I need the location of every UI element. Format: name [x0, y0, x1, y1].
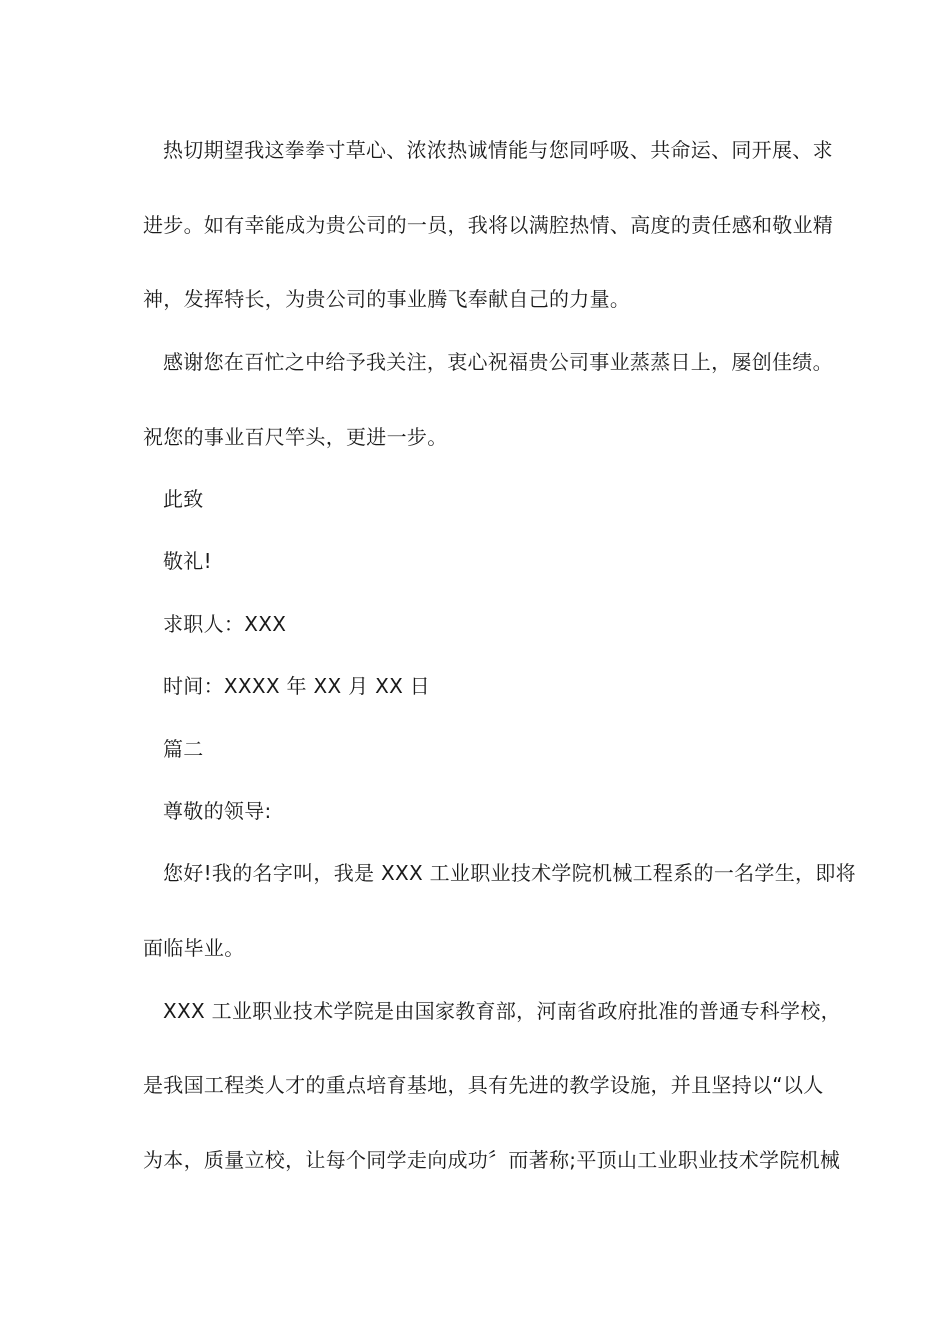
letter-date: 时间：XXXX 年 XX 月 XX 日 — [163, 674, 431, 698]
paragraph-line: 祝您的事业百尺竿头，更进一步。 — [143, 425, 448, 449]
closing-salutation: 此致 — [163, 487, 204, 511]
paragraph-line: 面临毕业。 — [143, 936, 245, 960]
paragraph-line: 您好!我的名字叫，我是 XXX 工业职业技术学院机械工程系的一名学生，即将 — [163, 861, 856, 885]
section-heading: 篇二 — [163, 737, 204, 761]
paragraph-line: 热切期望我这拳拳寸草心、浓浓热诚情能与您同呼吸、共命运、同开展、求 — [163, 138, 833, 162]
applicant-name: 求职人：XXX — [163, 612, 287, 636]
paragraph-line: 为本，质量立校，让每个同学走向成功〞而著称;平顶山工业职业技术学院机械 — [143, 1148, 841, 1172]
greeting: 尊敬的领导: — [163, 799, 272, 823]
paragraph-line: 神，发挥特长，为贵公司的事业腾飞奉献自己的力量。 — [143, 287, 631, 311]
paragraph-line: 进步。如有幸能成为贵公司的一员，我将以满腔热情、高度的责任感和敬业精 — [143, 213, 834, 237]
paragraph-line: 感谢您在百忙之中给予我关注，衷心祝福贵公司事业蒸蒸日上，屡创佳绩。 — [163, 350, 833, 374]
paragraph-line: 是我国工程类人才的重点培育基地，具有先进的教学设施，并且坚持以“以人 — [143, 1073, 824, 1097]
paragraph-line: XXX 工业职业技术学院是由国家教育部，河南省政府批准的普通专科学校， — [163, 999, 841, 1023]
closing-regards: 敬礼! — [163, 549, 212, 573]
